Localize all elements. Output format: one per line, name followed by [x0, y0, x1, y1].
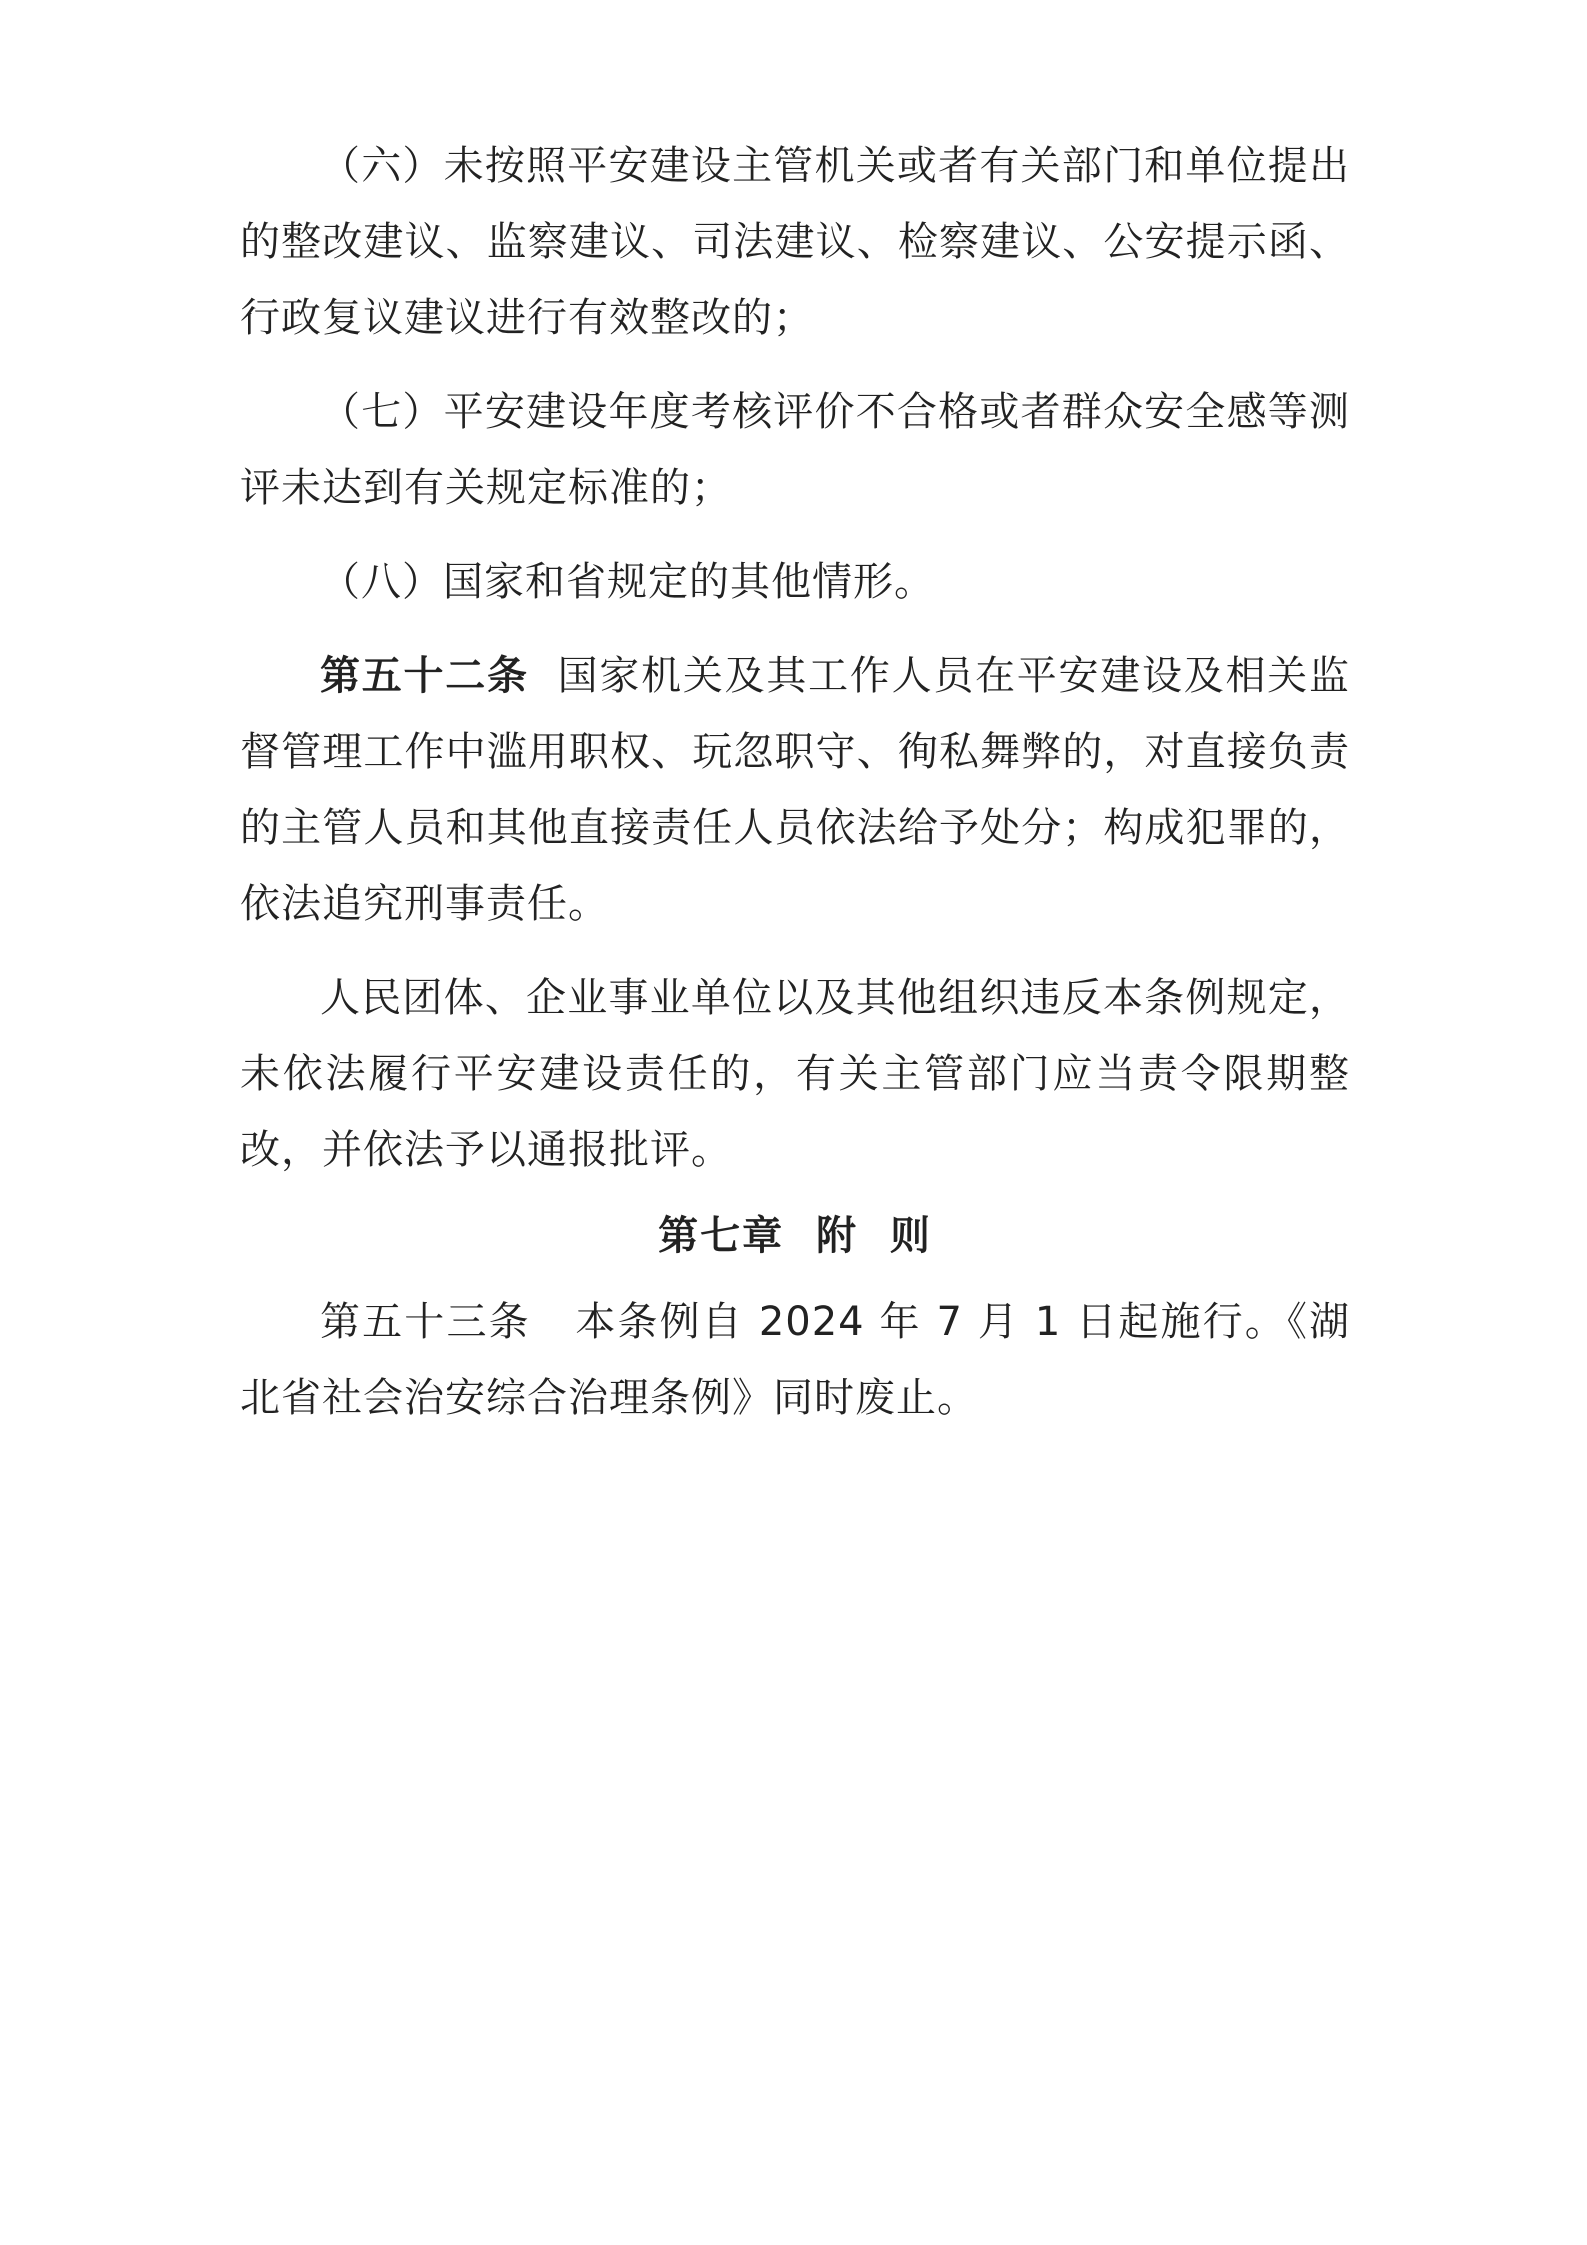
article-53-body-pre: 本条例自	[575, 1299, 744, 1345]
article-53-year-unit: 年	[879, 1299, 922, 1345]
article-52-body: 国家机关及其工作人员在平安建设及相关监督管理工作中滥用职权、玩忽职守、徇私舞弊的，对直接负责的主管人员和其他直接责任人员依法给予处分；构成犯罪的，依法追究刑事责任。	[240, 653, 1351, 927]
article-53-body-post: 日起施行。《湖北省社会治安综合治理条例》同时废止。	[240, 1299, 1351, 1421]
article-53-month: 7	[936, 1299, 963, 1345]
item-8: （八）国家和省规定的其他情形。	[320, 559, 935, 605]
article-53-heading: 第五十三条	[320, 1299, 531, 1345]
item-6: （六）未按照平安建设主管机关或者有关部门和单位提出的整改建议、监察建议、司法建议、检察建议、公安提示函、行政复议建议进行有效整改的；	[240, 143, 1350, 341]
article-52-paragraph-1	[240, 638, 1350, 942]
article-52-paragraph-2: 人民团体、企业事业单位以及其他组织违反本条例规定，未依法履行平安建设责任的，有关主管部门应当责令限期整改，并依法予以通报批评。	[240, 975, 1350, 1173]
article-53-day: 1	[1034, 1299, 1062, 1345]
chapter-7-title: 第七章 附 则	[658, 1212, 932, 1259]
article-53-month-unit: 月	[977, 1299, 1020, 1345]
article-53-paragraph	[240, 1284, 1350, 1436]
article-53-year: 2024	[758, 1299, 865, 1345]
item-7: （七）平安建设年度考核评价不合格或者群众安全感等测评未达到有关规定标准的；	[240, 389, 1350, 511]
document-body	[240, 128, 1350, 1436]
article-52-heading: 第五十二条	[320, 652, 529, 699]
